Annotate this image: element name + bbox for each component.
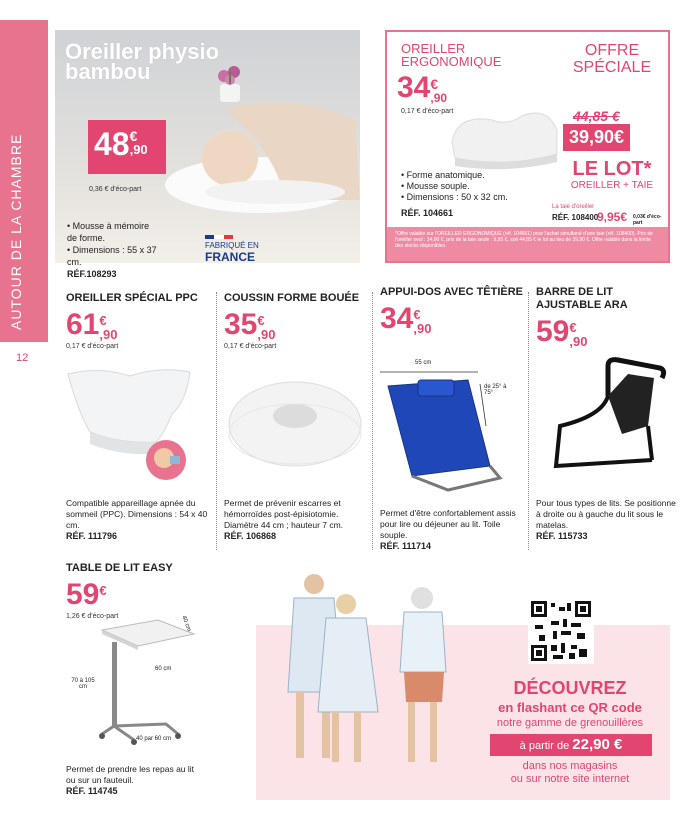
- product-ref: RÉF. 111714: [380, 541, 432, 551]
- apartir-price: 22,90 €: [572, 736, 623, 753]
- hero-bambou-bullets: [67, 220, 159, 280]
- product-details: [66, 498, 211, 541]
- bullet: • Forme anatomique.: [401, 170, 485, 180]
- new-price: 39,90€: [563, 124, 630, 151]
- qr-code-icon[interactable]: [528, 598, 594, 664]
- bed-rail-illustration: [548, 356, 668, 486]
- taie-ref: RÉF. 108400: [552, 213, 599, 222]
- product-ref: RÉF. 114745: [66, 786, 118, 796]
- product-price: [536, 316, 676, 348]
- column-divider: [216, 292, 217, 550]
- banner-flash: en flashant ce QR code: [498, 700, 642, 715]
- product-name: OREILLER SPÉCIAL PPC: [66, 292, 198, 304]
- backrest-illustration: [378, 366, 518, 496]
- eco-part: 0,17 € d'éco-part: [401, 108, 454, 115]
- bullet: • Dimensions : 50 x 32 cm.: [401, 192, 508, 202]
- legal-notice: *Offre valable sur l'OREILLER ERGONOMIQUE (réf. 104661) pour l'achat simultané d'une taie (réf. 108400). Prix de l'oreiller seul : 34,90 €, prix de la taie seule : 9,95 €, soit 44,85 € le lot au lieu de 39,90 €. Offre valable dans la limite des stocks disponibles.: [387, 227, 668, 261]
- lot-sub: OREILLER + TAIE: [570, 180, 654, 191]
- product-name: APPUI-DOS AVEC TÊTIÈRE: [380, 286, 524, 298]
- price-integer: 59: [66, 578, 100, 611]
- price-integer: 34: [397, 71, 431, 104]
- eco-part: 1,26 € d'éco-part: [66, 613, 119, 620]
- price-integer: 48: [94, 126, 130, 162]
- title-line1: OREILLER: [401, 41, 466, 56]
- fab-line1: FABRIQUÉ EN: [205, 241, 259, 250]
- product-desc: Compatible appareillage apnée du sommeil (PPC). Dimensions : 54 x 40 cm.: [66, 498, 208, 530]
- price-decimal: ,90: [430, 91, 448, 105]
- banner-title: DÉCOUVREZ: [513, 678, 627, 698]
- price-decimal: ,90: [99, 327, 118, 342]
- models-illustration: [266, 572, 466, 772]
- hero-ergo-bullets: [401, 170, 508, 219]
- product-price: [66, 579, 246, 611]
- bed-table-illustration: [98, 616, 198, 746]
- product-details: [66, 764, 196, 796]
- page-number: 12: [16, 352, 29, 364]
- price-integer: 61: [66, 308, 100, 341]
- price-integer: 59: [536, 315, 570, 348]
- title-line2: ERGONOMIQUE: [401, 54, 502, 69]
- price-currency: €: [430, 76, 439, 92]
- price-currency: €: [99, 583, 107, 598]
- dimension-angle: de 25° à 75°: [484, 384, 507, 396]
- hero-ergonomique: [385, 30, 670, 263]
- product-price: [380, 303, 525, 335]
- product-price: [224, 309, 369, 341]
- hero-bambou-price: [88, 120, 166, 174]
- price-integer: 35: [224, 308, 258, 341]
- product-ref: RÉF. 106868: [224, 531, 277, 541]
- banner-gamme: notre gamme de grenouillères: [496, 717, 644, 729]
- hero-bambou-title: Oreiller physio bambou: [65, 39, 220, 84]
- dimension-width: 60 cm: [155, 666, 172, 672]
- product-name: BARRE DE LIT AJUSTABLE ARA: [536, 286, 628, 311]
- price-currency: €: [413, 307, 421, 322]
- dimension-width: 55 cm: [415, 360, 432, 366]
- price-integer: 34: [380, 302, 414, 335]
- price-decimal: ,90: [129, 142, 148, 157]
- donut-cushion-illustration: [225, 372, 365, 472]
- product-desc: Permet d'être confortablement assis pour lire ou déjeuner au lit. Toile souple.: [380, 508, 516, 540]
- eco-part: 0,17 € d'éco-part: [66, 343, 119, 350]
- product-name: COUSSIN FORME BOUÉE: [224, 292, 360, 304]
- product-card: [536, 286, 676, 348]
- product-ref: RÉF. 115733: [536, 531, 588, 541]
- eco-part: 0,17 € d'éco-part: [224, 343, 277, 350]
- sidebar-label: AUTOUR DE LA CHAMBRE: [8, 133, 24, 330]
- eco-part: 0,36 € d'éco-part: [89, 186, 142, 193]
- column-divider: [528, 292, 529, 550]
- product-card: [66, 562, 246, 620]
- dimension-top: 40 cm: [180, 615, 192, 633]
- banner-stores: [470, 760, 670, 786]
- price-decimal: ,90: [413, 321, 432, 336]
- product-card: [380, 286, 525, 335]
- taie-label: La taie d'oreiller: [552, 204, 595, 210]
- hero-ergo-price: [397, 72, 447, 104]
- ergonomic-pillow-illustration: [447, 102, 562, 172]
- banner-price: [490, 734, 652, 756]
- special-offer: [557, 42, 667, 76]
- price-currency: €: [569, 320, 577, 335]
- stores-line1: dans nos magasins: [522, 760, 618, 772]
- dimension-base: 40 par 60 cm: [136, 736, 172, 742]
- ppc-pillow-illustration: [60, 362, 210, 482]
- bullet: • Dimensions : 55 x 37 cm.: [67, 245, 157, 267]
- taie-eco: 0,03€ d'éco-part: [633, 214, 662, 226]
- apartir-label: à partir de: [519, 740, 570, 752]
- offer-line1: OFFRE: [584, 42, 640, 59]
- product-desc: Pour tous types de lits. Se positionne à droite ou à gauche du lit sous le matelas.: [536, 498, 676, 530]
- product-card: [66, 292, 211, 350]
- stores-line2: ou sur notre site internet: [510, 773, 630, 785]
- product-desc: Permet de prendre les repas au lit ou sur un fauteuil.: [66, 764, 195, 785]
- old-price: 44,85 €: [573, 108, 620, 124]
- lot-label: LE LOT*: [572, 158, 652, 180]
- product-desc: Permet de prévenir escarres et hémorroïdes post-épisiotomie. Diamètre 44 cm ; hauteur 7 cm.: [224, 498, 344, 530]
- offer-line2: SPÉCIALE: [572, 59, 652, 76]
- bullet: • Mousse à mémoire de forme.: [67, 221, 150, 243]
- product-ref: RÉF. 111796: [66, 531, 118, 541]
- bullet: • Mousse souple.: [401, 181, 470, 191]
- pillow-sleeper-illustration: [165, 90, 360, 210]
- column-divider: [372, 292, 373, 550]
- product-price: [66, 309, 211, 341]
- hero-bambou: [55, 30, 360, 279]
- product-ref: RÉF.108293: [67, 269, 117, 279]
- product-card: [224, 292, 369, 350]
- france-flag-icon: [205, 235, 233, 239]
- made-in-france-badge: [205, 235, 275, 264]
- dimension-height: 70 à 105 cm: [71, 678, 95, 690]
- price-currency: €: [129, 128, 138, 144]
- taie-price: 9,95€: [597, 210, 628, 224]
- product-details: [536, 498, 676, 541]
- price-decimal: ,90: [257, 327, 276, 342]
- fab-line2: FRANCE: [205, 250, 255, 264]
- product-details: [224, 498, 369, 541]
- product-ref: RÉF. 104661: [401, 208, 454, 218]
- hero-ergo-title: [401, 42, 501, 68]
- price-currency: €: [99, 313, 107, 328]
- product-name: TABLE DE LIT EASY: [66, 562, 173, 574]
- price-decimal: ,90: [569, 334, 588, 349]
- price-currency: €: [257, 313, 265, 328]
- product-details: [380, 508, 525, 551]
